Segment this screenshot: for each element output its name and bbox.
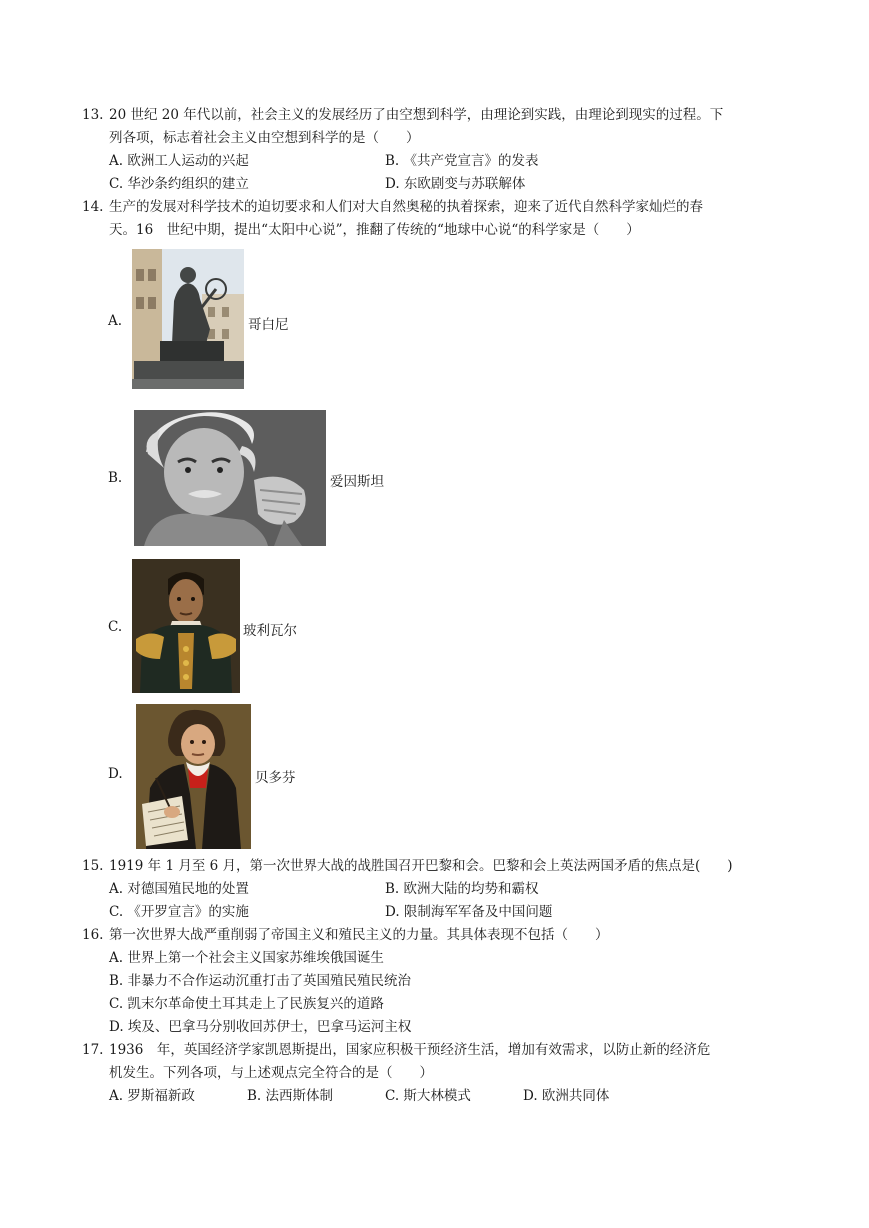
option-name: 贝多芬 <box>255 770 296 786</box>
option-row <box>109 173 794 196</box>
option-letter: A. <box>108 313 123 329</box>
option-b[interactable]: B. 《共产党宣言》的发表 <box>385 153 539 169</box>
question-stem: 生产的发展对科学技术的迫切要求和人们对大自然奥秘的执着探索，迎来了近代自然科学家灿烂的春 <box>109 199 703 215</box>
question-number: 13. <box>82 107 104 123</box>
option-letter: C. <box>108 619 123 635</box>
option-letter: D. <box>108 766 123 782</box>
question-number: 14. <box>82 199 104 215</box>
question-stem: 1919 年 1 月至 6 月，第一次世界大战的战胜国召开巴黎和会。巴黎和会上英法两国矛盾的焦点是( ) <box>109 858 733 874</box>
option-c[interactable]: C. 斯大林模式 <box>385 1088 471 1104</box>
option-c[interactable]: C. 凯末尔革命使土耳其走上了民族复兴的道路 <box>109 996 384 1012</box>
option-d[interactable]: D. 埃及、巴拿马分别收回苏伊士，巴拿马运河主权 <box>109 1019 412 1035</box>
question-15 <box>82 855 794 924</box>
question-stem: 20 世纪 20 年代以前，社会主义的发展经历了由空想到科学，由理论到实践，由理论到现实的过程。下 <box>109 107 724 123</box>
einstein-portrait-image <box>134 410 326 546</box>
option-row <box>109 1085 794 1108</box>
option-c[interactable]: C. 《开罗宣言》的实施 <box>109 904 249 920</box>
question-14 <box>82 196 794 242</box>
copernicus-statue-image <box>132 249 244 389</box>
option-row <box>109 150 794 173</box>
option-a[interactable]: A. 罗斯福新政 <box>109 1088 195 1104</box>
question-stem: 机发生。下列各项，与上述观点完全符合的是（ ） <box>109 1065 433 1081</box>
option-a[interactable]: A. 世界上第一个社会主义国家苏维埃俄国诞生 <box>109 950 384 966</box>
question-13 <box>82 104 794 196</box>
option-row <box>109 878 794 901</box>
option-a[interactable]: A. 对德国殖民地的处置 <box>109 881 249 897</box>
question-number: 15. <box>82 858 104 874</box>
option-d[interactable]: D. 欧洲共同体 <box>523 1088 610 1104</box>
option-name: 玻利瓦尔 <box>243 623 297 639</box>
option-b[interactable]: B. 欧洲大陆的均势和霸权 <box>385 881 539 897</box>
question-number: 17. <box>82 1042 104 1058</box>
beethoven-portrait-image <box>136 704 251 849</box>
question-stem: 天。16 世纪中期，提出“太阳中心说”，推翻了传统的“地球中心说“的科学家是（ ） <box>109 222 640 238</box>
option-name: 爱因斯坦 <box>330 474 384 490</box>
option-b[interactable]: B. 非暴力不合作运动沉重打击了英国殖民殖民统治 <box>109 973 412 989</box>
option-name: 哥白尼 <box>248 317 289 333</box>
option-b[interactable]: B. 法西斯体制 <box>247 1088 334 1104</box>
question-stem: 列各项，标志着社会主义由空想到科学的是（ ） <box>109 130 420 146</box>
bolivar-portrait-image <box>132 559 240 693</box>
option-letter: B. <box>108 470 123 486</box>
option-c[interactable]: C. 华沙条约组织的建立 <box>109 176 249 192</box>
option-d[interactable]: D. 限制海军军备及中国问题 <box>385 904 553 920</box>
option-d[interactable]: D. 东欧剧变与苏联解体 <box>385 176 526 192</box>
question-stem: 1936 年，英国经济学家凯恩斯提出，国家应积极干预经济生活，增加有效需求，以防止新的经济危 <box>109 1042 711 1058</box>
option-row <box>109 901 794 924</box>
question-16 <box>82 924 794 1039</box>
option-a[interactable]: A. 欧洲工人运动的兴起 <box>109 153 249 169</box>
question-17 <box>82 1039 794 1108</box>
question-stem: 第一次世界大战严重削弱了帝国主义和殖民主义的力量。其具体表现不包括（ ） <box>109 927 609 943</box>
question-number: 16. <box>82 927 104 943</box>
